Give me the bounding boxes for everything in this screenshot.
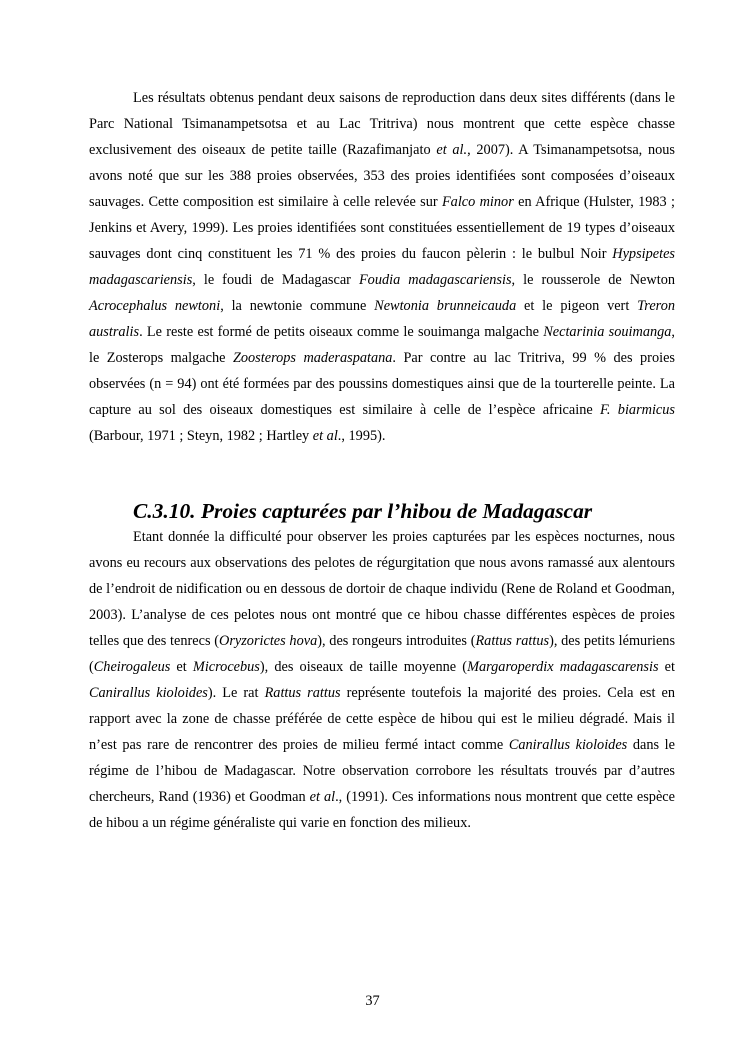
text-run: ), des petits lémuriens ( [89, 633, 676, 675]
text-run: et [658, 659, 675, 675]
paragraph-1-text [89, 85, 675, 449]
text-run: ), des rongeurs introduites ( [317, 633, 476, 649]
paragraph-falcon-prey [89, 85, 675, 449]
page-number: 37 [365, 993, 380, 1009]
section-owl-prey [89, 498, 675, 836]
italic-species-name: Cheirogaleus [93, 659, 171, 675]
text-run: Etant donnée la difficulté pour observer les proies capturées par les espèces nocturnes, nous avons eu recours aux observations des pelotes de régurgitation que nous avons ramassé aux alentours de l’endroit de nidification ou en dessous de dortoir de chaque individu (Rene de Roland et Goodman, 2003). L’analyse de ces pelotes nous ont montré que ce hibou chasse différentes espèces de proies telles que des tenrecs ( [89, 529, 675, 649]
text-run: , le foudi de Madagascar [192, 272, 359, 288]
text-run: , le Zosterops malgache [89, 324, 675, 366]
text-run: ., 1995). [337, 428, 386, 444]
italic-species-name: Canirallus kioloides [89, 685, 208, 701]
italic-citation: et al [312, 428, 338, 444]
text-run: et le pigeon vert [516, 298, 638, 314]
text-run: ), des oiseaux de taille moyenne ( [259, 659, 468, 675]
italic-species-name: F. biarmicus [600, 402, 675, 418]
italic-species-name: Treron australis [89, 298, 675, 340]
text-run: dans le régime de l’hibou de Madagascar. Notre observation corrobore les résultats trouvés par d’autres chercheurs, Rand (1936) et Goodman [89, 737, 675, 805]
italic-species-name: Rattus rattus [264, 685, 341, 701]
section-heading: C.3.10. Proies capturées par l’hibou de Madagascar [133, 499, 593, 523]
italic-citation: et al [309, 789, 336, 805]
italic-species-name: Falco minor [441, 194, 514, 210]
italic-species-name: Acrocephalus newtoni [89, 298, 221, 314]
text-run: Les résultats obtenus pendant deux saisons de reproduction dans deux sites différents (dans le Parc National Tsimanampetsotsa et au Lac Tritriva) nous montrent que cette espèce chasse exclusivement des oiseaux de petite taille (Razafimanjato [89, 90, 675, 158]
text-run: ). Le rat [207, 685, 265, 701]
italic-species-name: Nectarinia souimanga [543, 324, 672, 340]
text-run: et [170, 659, 193, 675]
paragraph-2-text [89, 524, 675, 836]
italic-species-name: Margaroperdix madagascarensis [467, 659, 659, 675]
text-run: , 2007). A Tsimanampetsotsa, nous avons noté que sur les 388 proies observées, 353 des proies identifiées sont composées d’oiseaux sauvages. Cette composition est similaire à celle relevée sur [89, 142, 675, 210]
italic-species-name: Canirallus kioloides [508, 737, 628, 753]
italic-species-name: Zoosterops maderaspatana [232, 350, 393, 366]
text-run: ., (1991). Ces informations nous montrent que cette espèce de hibou a un régime généraliste qui varie en fonction des milieux. [89, 789, 675, 831]
text-run: . Par contre au lac Tritriva, 99 % des proies observées (n = 94) ont été formées par des poussins domestiques ainsi que de la tourterelle peinte. La capture au sol des oiseaux domestiques est similaire à celle de l’espèce africaine [89, 350, 675, 418]
italic-species-name: Newtonia brunneicauda [374, 298, 517, 314]
italic-species-name: Hypsipetes madagascariensis [89, 246, 675, 288]
text-run: , le rousserole de Newton [511, 272, 675, 288]
italic-species-name: Oryzorictes hova [219, 633, 318, 649]
italic-species-name: Foudia madagascariensis [358, 272, 512, 288]
text-run: , la newtonie commune [220, 298, 375, 314]
text-run: (Barbour, 1971 ; Steyn, 1982 ; Hartley [89, 428, 313, 444]
italic-species-name: Microcebus [192, 659, 260, 675]
text-run: en Afrique (Hulster, 1983 ; Jenkins et Avery, 1999). Les proies identifiées sont constituées essentiellement de 19 types d’oiseaux sauvages dont cinq constituent les 71 % des proies du faucon pèlerin : le bulbul Noir [89, 194, 675, 262]
text-run: . Le reste est formé de petits oiseaux comme le souimanga malgache [139, 324, 544, 340]
italic-species-name: Rattus rattus [475, 633, 550, 649]
italic-citation: et al. [436, 142, 468, 158]
text-run: représente toutefois la majorité des proies. Cela est en rapport avec la zone de chasse préférée de cette espèce de hibou qui est le milieu dégradé. Mais il n’est pas rare de rencontrer des proies de milieu fermé intact comme [89, 685, 676, 753]
